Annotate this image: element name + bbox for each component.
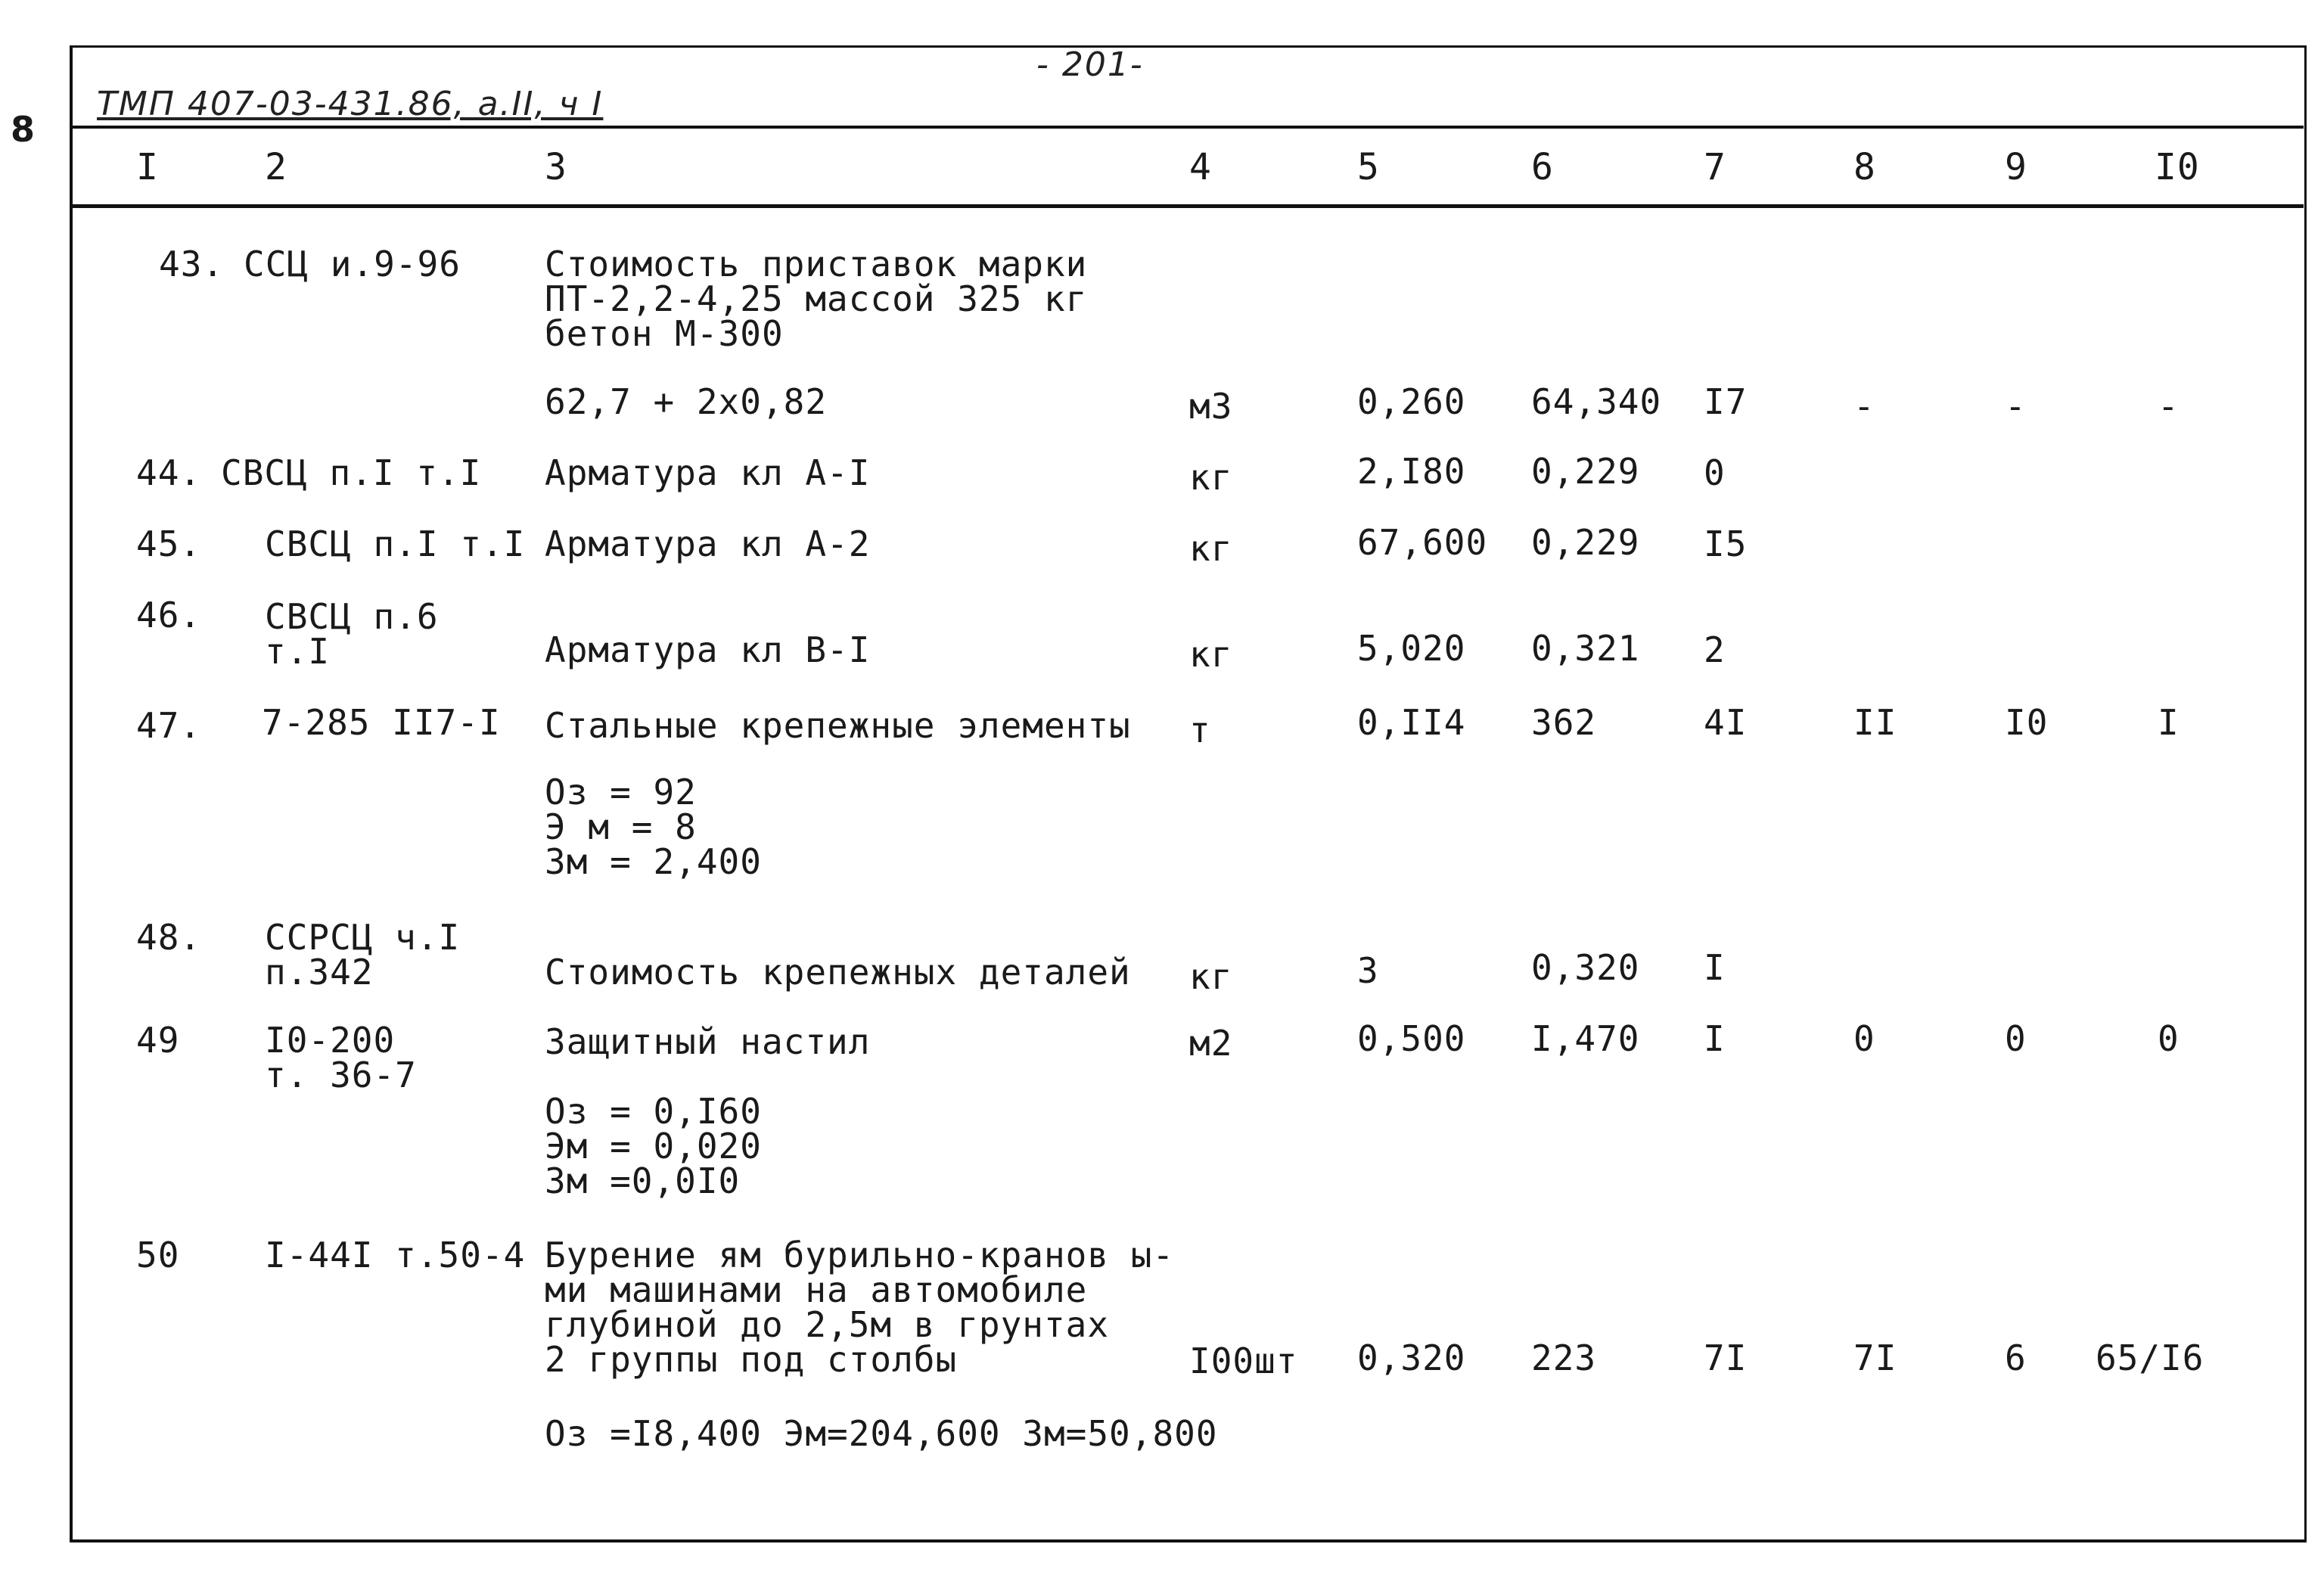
row-49-number: 49 xyxy=(136,1020,180,1061)
row-44-quantity: 2,I80 xyxy=(1357,451,1466,492)
row-43-description: Стоимость приставок марки ПТ-2,2-4,25 массой 325 кг бетон М-300 xyxy=(545,244,1088,354)
row-50-number: 50 xyxy=(136,1235,180,1275)
row-46-description: Арматура кл В-I xyxy=(545,629,871,670)
col-header-3: 3 xyxy=(545,146,567,188)
row-43-number: 43. xyxy=(159,244,225,284)
row-47-description: Стальные крепежные элементы xyxy=(545,705,1131,746)
row-45-price: 0,229 xyxy=(1531,522,1640,563)
col-header-9: 9 xyxy=(2005,146,2027,188)
row-45-unit: кг xyxy=(1189,528,1233,569)
row-50-reference: I-44I т.50-4 xyxy=(265,1235,526,1275)
row-43-col9: - xyxy=(2005,386,2027,427)
row-44-unit: кг xyxy=(1189,457,1233,498)
col-header-5: 5 xyxy=(1357,146,1380,188)
row-47-number: 47. xyxy=(136,705,202,746)
sheet-number: 8 xyxy=(11,109,36,150)
row-43-col10: - xyxy=(2158,386,2180,427)
col-header-1: I xyxy=(136,146,159,188)
row-43-unit: м3 xyxy=(1189,386,1233,427)
row-47-col9: I0 xyxy=(2005,702,2049,743)
row-50-col8: 7I xyxy=(1853,1337,1897,1378)
row-48-price: 0,320 xyxy=(1531,947,1640,988)
row-43-col8: - xyxy=(1853,386,1875,427)
row-49-col10: 0 xyxy=(2158,1018,2180,1059)
row-44-reference: СВСЦ п.I т.I xyxy=(221,452,482,493)
row-48-number: 48. xyxy=(136,917,202,958)
row-47-unit: т xyxy=(1189,710,1211,750)
col-header-10: I0 xyxy=(2155,146,2200,188)
header-top-rule xyxy=(70,126,2304,129)
row-46-quantity: 5,020 xyxy=(1357,628,1466,669)
row-50-unit: I00шт xyxy=(1189,1341,1298,1381)
row-45-number: 45. xyxy=(136,523,202,564)
row-48-description: Стоимость крепежных деталей xyxy=(545,952,1131,993)
row-50-notes: Оз =I8,400 Эм=204,600 Зм=50,800 xyxy=(545,1413,1218,1454)
row-45-reference: СВСЦ п.I т.I xyxy=(265,523,526,564)
col-header-6: 6 xyxy=(1531,146,1554,188)
row-46-col7: 2 xyxy=(1704,629,1726,670)
row-50-price: 223 xyxy=(1531,1337,1597,1378)
row-47-reference: 7-285 II7-I xyxy=(262,702,501,743)
row-43-price: 64,340 xyxy=(1531,381,1662,422)
row-46-reference: СВСЦ п.6 т.I xyxy=(265,596,439,672)
row-46-unit: кг xyxy=(1189,634,1233,675)
row-44-description: Арматура кл А-I xyxy=(545,452,871,493)
row-49-unit: м2 xyxy=(1189,1023,1233,1064)
row-46-number: 46. xyxy=(136,595,202,635)
row-50-col7: 7I xyxy=(1704,1337,1748,1378)
row-49-col9: 0 xyxy=(2005,1018,2027,1059)
row-44-col7: 0 xyxy=(1704,452,1726,493)
row-45-quantity: 67,600 xyxy=(1357,522,1488,563)
col-header-2: 2 xyxy=(265,146,287,188)
row-49-quantity: 0,500 xyxy=(1357,1018,1466,1059)
col-header-8: 8 xyxy=(1853,146,1876,188)
row-48-quantity: 3 xyxy=(1357,950,1379,991)
row-50-description: Бурение ям бурильно-кранов ы- ми машинами на автомобиле глубиной до 2,5м в грунтах 2 группы под столбы xyxy=(545,1235,1175,1380)
row-43-reference: ССЦ и.9-96 xyxy=(244,244,461,284)
header-bottom-rule xyxy=(70,204,2304,208)
row-45-description: Арматура кл А-2 xyxy=(545,523,871,564)
row-46-price: 0,321 xyxy=(1531,628,1640,669)
row-43-quantity: 0,260 xyxy=(1357,381,1466,422)
row-48-col7: I xyxy=(1704,947,1726,988)
document-code: ТМП 407-03-431.86, а.II, ч I xyxy=(97,85,604,123)
row-47-col7: 4I xyxy=(1704,702,1748,743)
row-45-col7: I5 xyxy=(1704,523,1748,564)
row-47-quantity: 0,II4 xyxy=(1357,702,1466,743)
row-47-col8: II xyxy=(1853,702,1897,743)
row-48-reference: ССРСЦ ч.I п.342 xyxy=(265,917,461,993)
row-50-quantity: 0,320 xyxy=(1357,1337,1466,1378)
row-50-col9: 6 xyxy=(2005,1337,2027,1378)
row-47-col10: I xyxy=(2158,702,2180,743)
row-49-col7: I xyxy=(1704,1018,1726,1059)
row-44-price: 0,229 xyxy=(1531,451,1640,492)
row-47-notes: Оз = 92 Э м = 8 Зм = 2,400 xyxy=(545,772,762,882)
row-49-col8: 0 xyxy=(1853,1018,1875,1059)
row-48-unit: кг xyxy=(1189,956,1233,997)
row-49-notes: Оз = 0,I60 Эм = 0,020 Зм =0,0I0 xyxy=(545,1091,762,1201)
row-43-formula: 62,7 + 2х0,82 xyxy=(545,381,828,422)
row-50-col10: 65/I6 xyxy=(2096,1337,2204,1378)
col-header-4: 4 xyxy=(1189,146,1212,188)
row-44-number: 44. xyxy=(136,452,202,493)
row-49-price: I,470 xyxy=(1531,1018,1640,1059)
page-number: - 201- xyxy=(1036,45,1144,84)
row-49-reference: I0-200 т. 36-7 xyxy=(265,1020,417,1095)
row-43-col7: I7 xyxy=(1704,381,1748,422)
col-header-7: 7 xyxy=(1704,146,1726,188)
row-49-description: Защитный настил xyxy=(545,1021,871,1062)
row-47-price: 362 xyxy=(1531,702,1597,743)
